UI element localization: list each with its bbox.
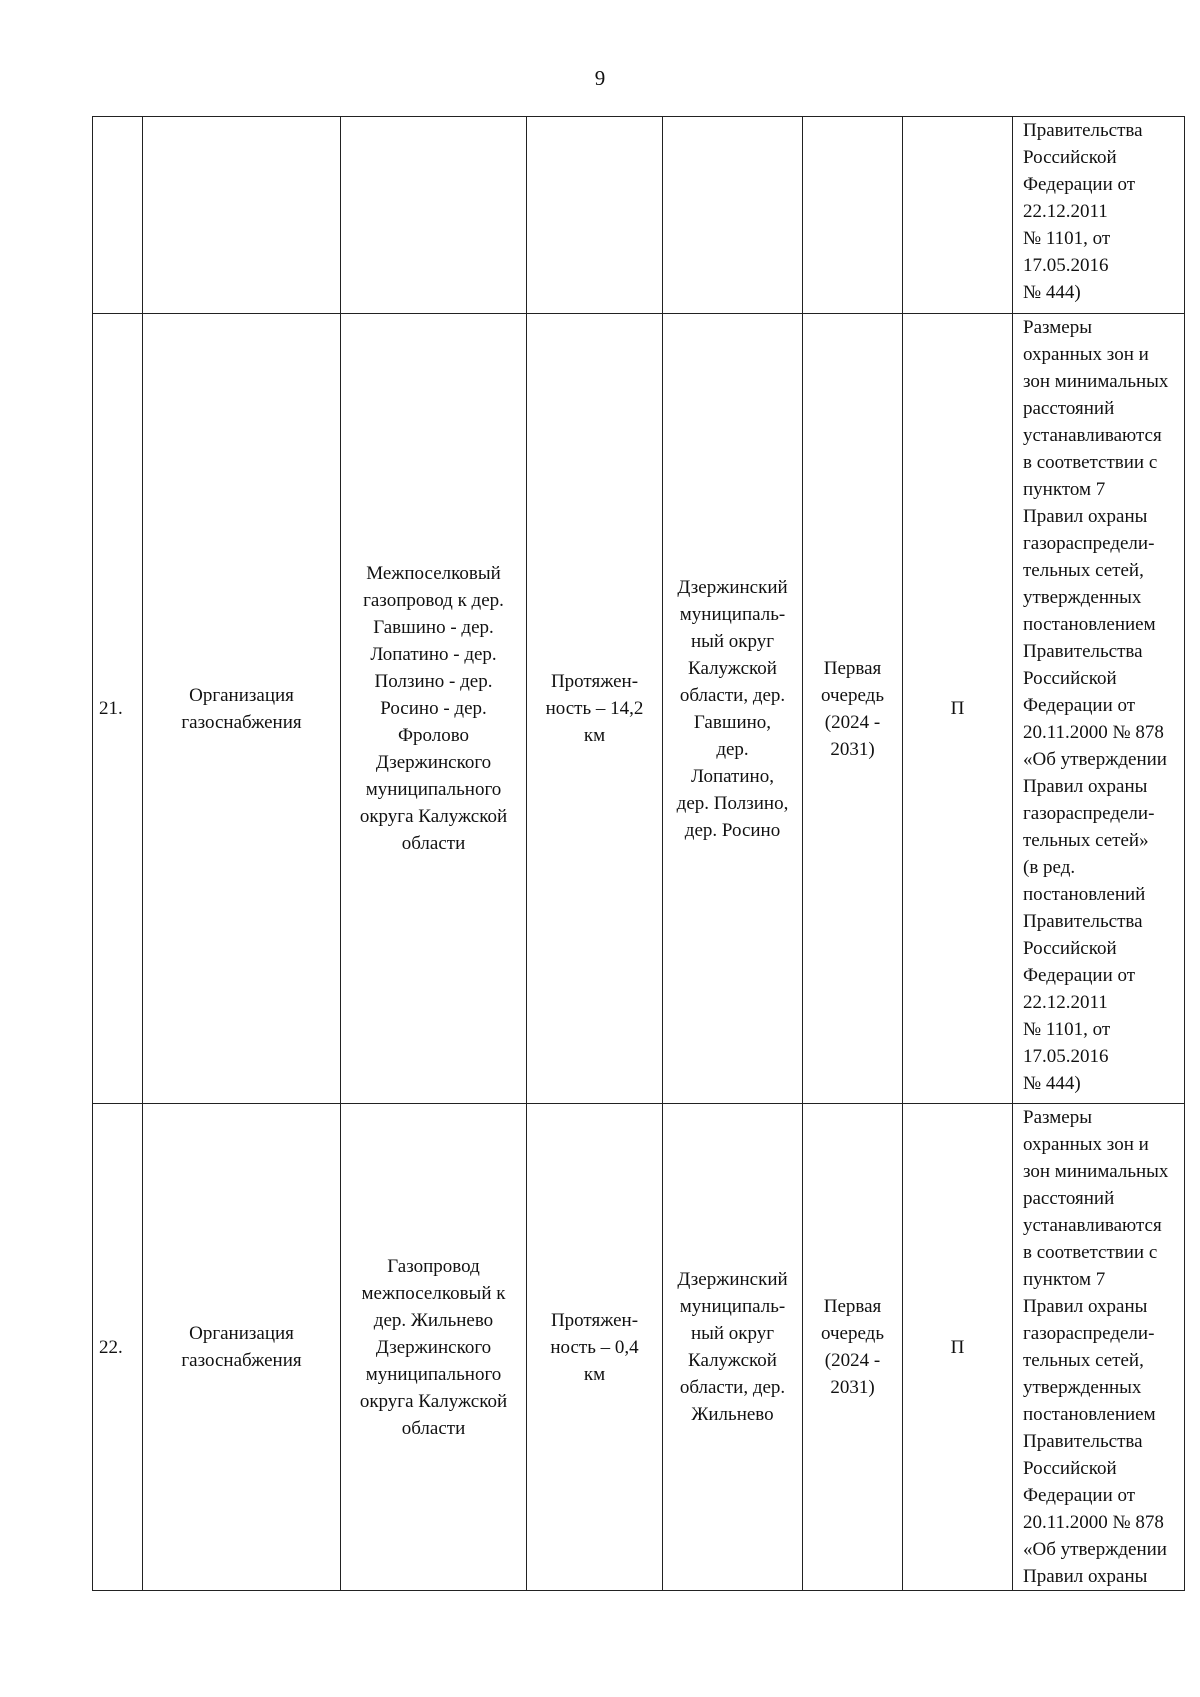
text-line: расстояний xyxy=(1023,398,1115,419)
purpose-cell xyxy=(143,314,341,1104)
text-line: «Об утверждении xyxy=(1023,749,1167,770)
text-line: тельных сетей, xyxy=(1023,560,1144,581)
text-line: муниципаль- xyxy=(679,603,786,625)
text-line: в соответствии с xyxy=(1023,452,1158,473)
text-line: Протяжен- xyxy=(550,1309,639,1331)
text-line: Гавшино, xyxy=(693,711,772,733)
note-cell xyxy=(1013,314,1185,1104)
text-line: устанавливаются xyxy=(1023,1215,1162,1236)
text-line: расстояний xyxy=(1023,1188,1115,1209)
text-line: (2024 - xyxy=(824,711,881,733)
text-line: Российской xyxy=(1023,147,1117,168)
text-line: Федерации от xyxy=(1023,965,1136,986)
text-line: Протяжен- xyxy=(550,671,639,692)
text-line: 20.11.2000 № 878 xyxy=(1023,1512,1164,1533)
text-line: Правительства xyxy=(1023,911,1143,932)
text-line: муниципаль- xyxy=(679,1296,786,1317)
text-line: 17.05.2016 xyxy=(1023,1046,1109,1067)
purpose-cell xyxy=(143,117,341,314)
text-line: постановлением xyxy=(1023,614,1156,635)
text-line: 2031) xyxy=(830,738,875,760)
text-line: области xyxy=(401,833,466,854)
text-line: Ползино - дер. xyxy=(374,671,493,692)
text-line: Первая xyxy=(823,657,882,679)
text-line: Правительства xyxy=(1023,1431,1143,1452)
stage-cell xyxy=(803,314,903,1104)
text-line: (в ред. xyxy=(1023,857,1076,878)
text-line: очередь xyxy=(820,1323,884,1344)
text-line: км xyxy=(583,725,606,746)
text-line: области xyxy=(401,1417,466,1439)
text-line: 17.05.2016 xyxy=(1023,255,1109,276)
text-line: (2024 - xyxy=(824,1350,881,1371)
text-line: Дзержинский xyxy=(677,576,788,598)
text-line: «Об утверждении xyxy=(1023,1539,1167,1560)
location-cell xyxy=(663,117,803,314)
characteristic-cell xyxy=(527,314,663,1104)
text-line: Гавшино - дер. xyxy=(373,617,494,638)
text-line: Размеры xyxy=(1023,1107,1092,1128)
text-line: дер. xyxy=(716,738,749,760)
text-line: дер. Росино xyxy=(684,819,781,841)
text-line: газораспредели- xyxy=(1023,803,1155,824)
text-line: № 1101, от xyxy=(1023,228,1111,249)
page-number: 9 xyxy=(594,66,606,90)
location-cell xyxy=(663,314,803,1104)
text-line: газоснабжения xyxy=(181,711,302,733)
text-line: Правил охраны xyxy=(1023,1566,1148,1587)
text-line: зон минимальных xyxy=(1023,1161,1169,1182)
text-line: муниципального xyxy=(365,1363,502,1385)
text-line: Правительства xyxy=(1023,120,1143,141)
text-line: охранных зон и xyxy=(1023,344,1149,365)
text-line: газопровод к дер. xyxy=(363,590,504,611)
text-line: км xyxy=(583,1363,606,1385)
text-line: тельных сетей, xyxy=(1023,1350,1144,1371)
text-line: ный округ xyxy=(690,630,775,652)
text-line: Дзержинского xyxy=(375,752,492,773)
text-line: зон минимальных xyxy=(1023,371,1169,392)
text-line: тельных сетей» xyxy=(1023,830,1149,851)
text-line: Размеры xyxy=(1023,317,1092,338)
text-line: округа Калужской xyxy=(359,806,508,827)
object-name-cell xyxy=(341,1104,527,1591)
text-line: Лопатино, xyxy=(691,765,774,787)
status-cell: П xyxy=(903,1104,1013,1591)
row-number: 21. xyxy=(93,314,143,1104)
text-line: Лопатино - дер. xyxy=(370,644,497,665)
text-line: Российской xyxy=(1023,1458,1117,1479)
text-line: Жильнево xyxy=(691,1404,774,1425)
text-line: пунктом 7 xyxy=(1023,479,1106,500)
text-line: утвержденных xyxy=(1023,587,1142,608)
text-line: ность – 0,4 xyxy=(550,1336,639,1358)
text-line: Межпоселковый xyxy=(366,563,501,584)
characteristic-cell xyxy=(527,1104,663,1591)
text-line: Российской xyxy=(1023,668,1117,689)
text-line: газоснабжения xyxy=(181,1350,302,1371)
text-line: Федерации от xyxy=(1023,1485,1136,1506)
text-line: 2031) xyxy=(830,1377,875,1398)
text-line: межпоселковый к xyxy=(361,1282,506,1304)
text-line: ный округ xyxy=(690,1323,775,1344)
text-line: № 444) xyxy=(1023,1073,1081,1094)
text-line: Российской xyxy=(1023,938,1117,959)
location-cell xyxy=(663,1104,803,1591)
text-line: 22.12.2011 xyxy=(1023,992,1108,1013)
text-line: постановлением xyxy=(1023,1404,1156,1425)
text-line: округа Калужской xyxy=(359,1390,508,1412)
table-row xyxy=(93,1104,1185,1591)
text-line: № 444) xyxy=(1023,282,1081,303)
stage-cell xyxy=(803,117,903,314)
text-line: области, дер. xyxy=(679,684,786,706)
row-number: 22. xyxy=(93,1104,143,1591)
text-line: очередь xyxy=(820,684,884,706)
text-line: Первая xyxy=(823,1296,882,1317)
text-line: 22.12.2011 xyxy=(1023,201,1108,222)
text-line: Дзержинский xyxy=(677,1269,788,1290)
text-line: охранных зон и xyxy=(1023,1134,1149,1155)
text-line: Правил охраны xyxy=(1023,1296,1148,1317)
note-cell xyxy=(1013,117,1185,314)
table-row xyxy=(93,117,1185,314)
text-line: утвержденных xyxy=(1023,1377,1142,1398)
text-line: Правил охраны xyxy=(1023,506,1148,527)
text-line: дер. Жильнево xyxy=(373,1309,494,1331)
text-line: Федерации от xyxy=(1023,174,1136,195)
text-line: области, дер. xyxy=(679,1377,786,1398)
text-line: Росино - дер. xyxy=(380,698,487,719)
text-line: ность – 14,2 xyxy=(545,698,644,719)
characteristic-cell xyxy=(527,117,663,314)
text-line: постановлений xyxy=(1023,884,1146,905)
status-cell xyxy=(903,117,1013,314)
status-cell: П xyxy=(903,314,1013,1104)
text-line: газораспредели- xyxy=(1023,1323,1155,1344)
text-line: Правил охраны xyxy=(1023,776,1148,797)
text-line: пунктом 7 xyxy=(1023,1269,1106,1290)
object-name-cell xyxy=(341,117,527,314)
table-row xyxy=(93,314,1185,1104)
text-line: Калужской xyxy=(688,657,777,679)
text-line: Организация xyxy=(189,1323,294,1344)
stage-cell xyxy=(803,1104,903,1591)
text-line: Фролово xyxy=(397,725,470,746)
text-line: Калужской xyxy=(688,1350,777,1371)
text-line: Дзержинского xyxy=(375,1336,492,1358)
purpose-cell xyxy=(143,1104,341,1591)
text-line: в соответствии с xyxy=(1023,1242,1158,1263)
text-line: устанавливаются xyxy=(1023,425,1162,446)
text-line: № 1101, от xyxy=(1023,1019,1111,1040)
object-name-cell xyxy=(341,314,527,1104)
text-line: Газопровод xyxy=(387,1255,480,1277)
text-line: дер. Ползино, xyxy=(676,792,789,814)
text-line: муниципального xyxy=(365,779,502,800)
text-line: Федерации от xyxy=(1023,695,1136,716)
objects-table xyxy=(92,116,1185,1591)
text-line: Организация xyxy=(189,684,294,706)
row-number xyxy=(93,117,143,314)
note-cell xyxy=(1013,1104,1185,1591)
text-line: Правительства xyxy=(1023,641,1143,662)
text-line: 20.11.2000 № 878 xyxy=(1023,722,1164,743)
text-line: газораспредели- xyxy=(1023,533,1155,554)
